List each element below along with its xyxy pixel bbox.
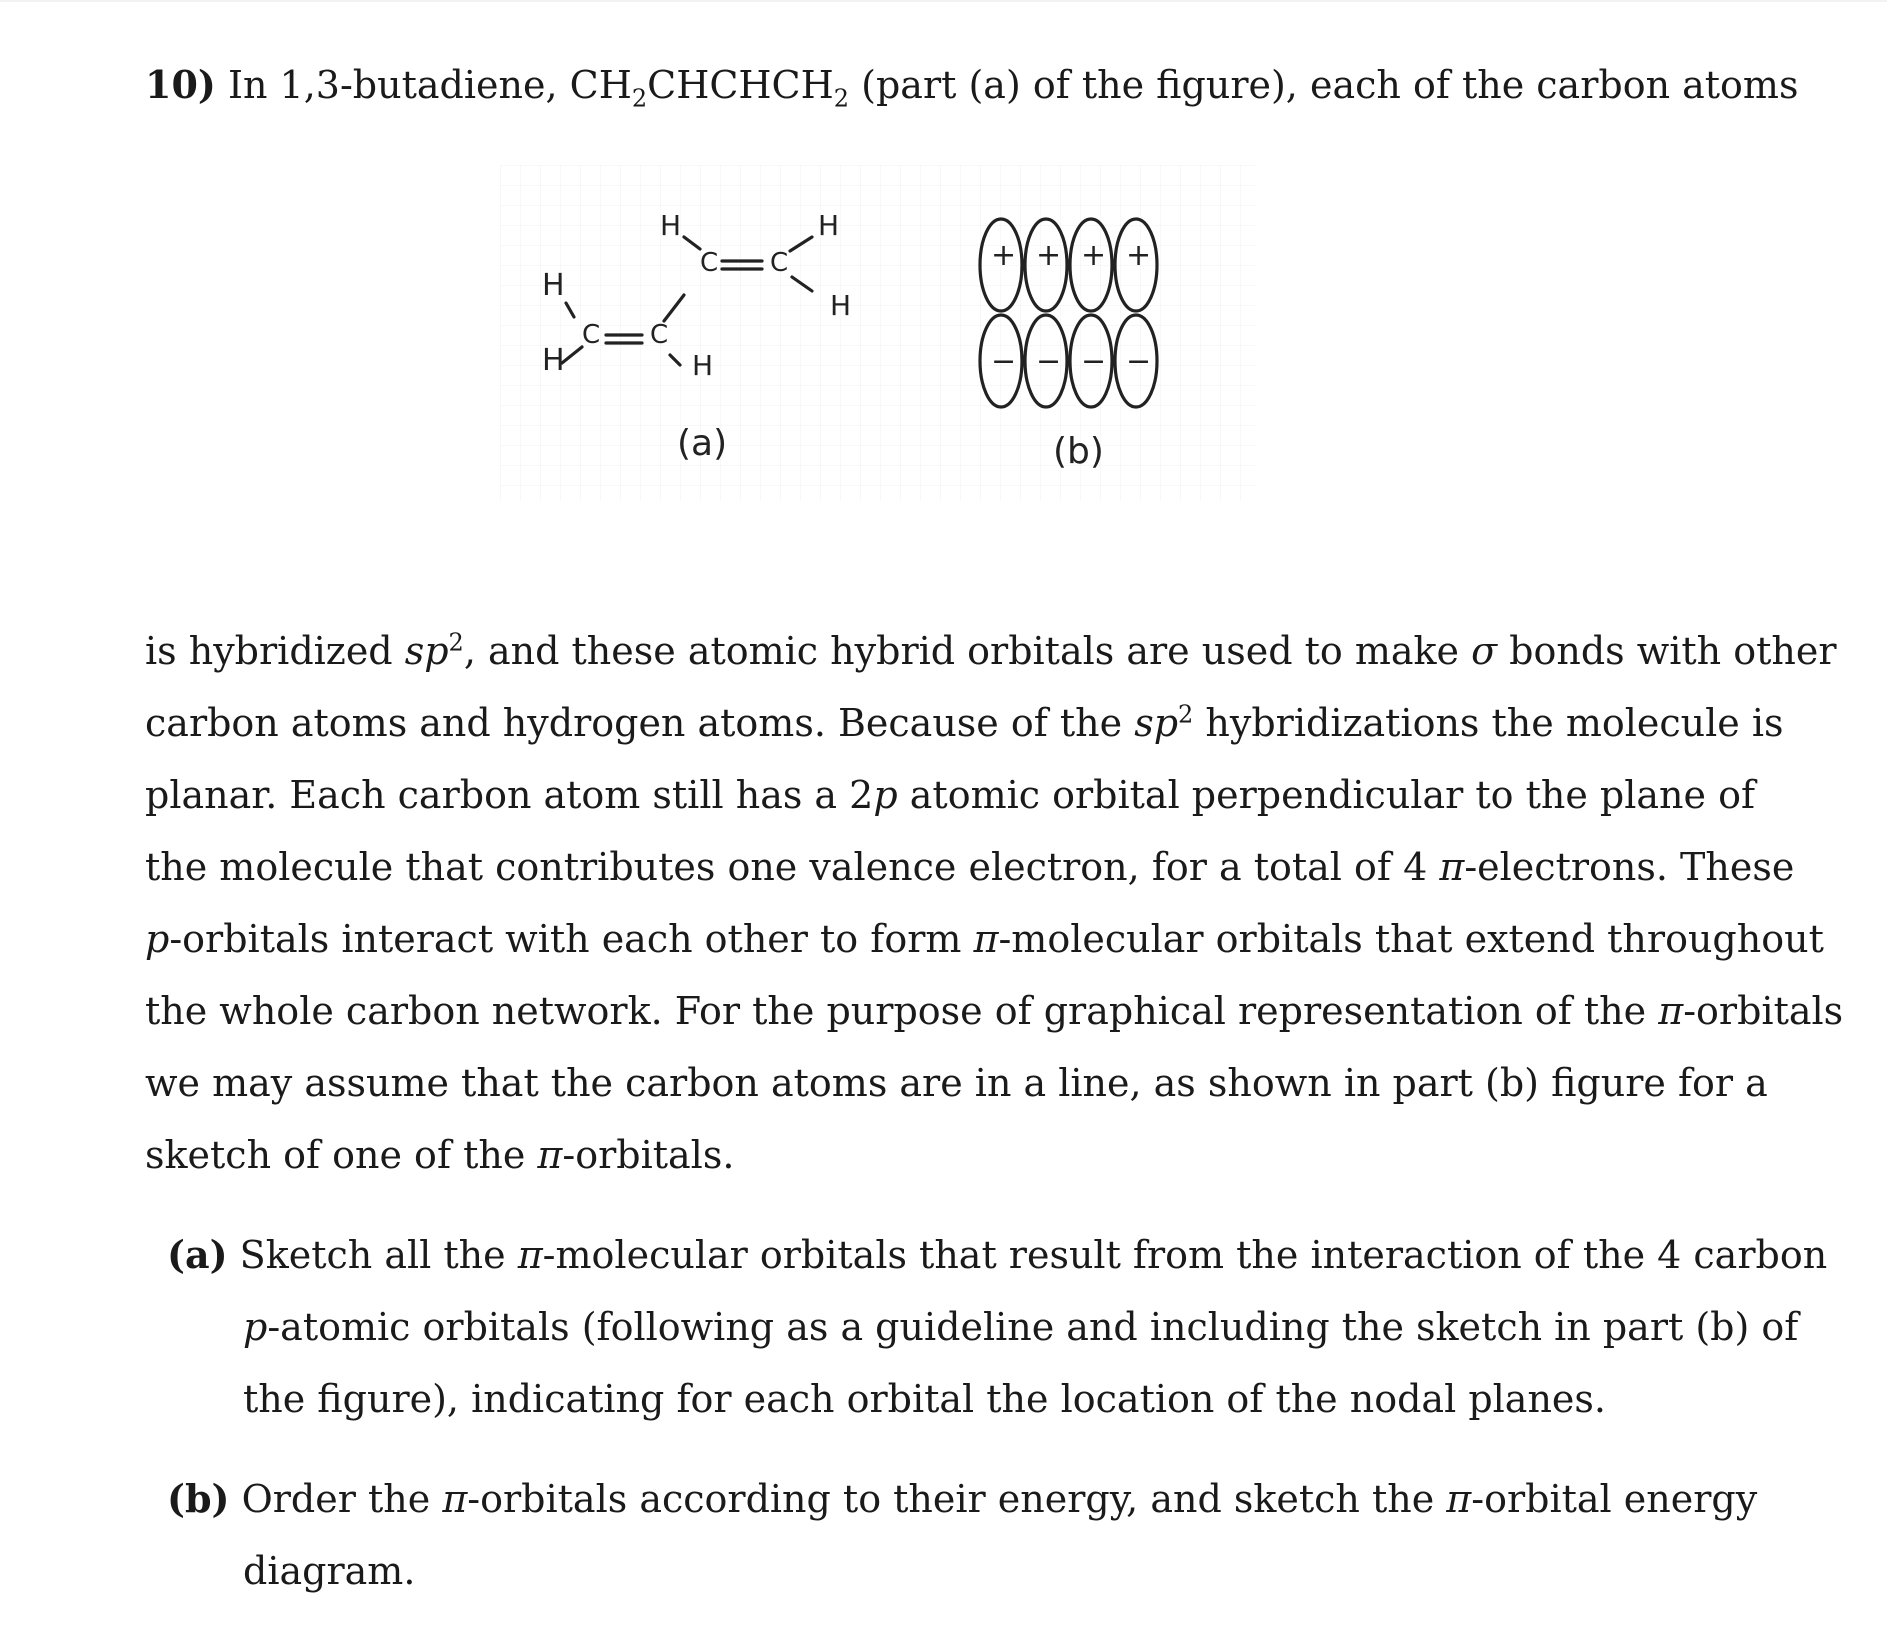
- atom-h-6: H: [830, 288, 852, 322]
- paragraph-line-3: planar. Each carbon atom still has a 2p atomic orbital perpendicular to the plane of: [145, 772, 1756, 817]
- atom-h-5: H: [818, 208, 840, 242]
- atom-c-4: C: [770, 247, 789, 278]
- part-a-line-2: p-atomic orbitals (following as a guideline and including the sketch in part (b) of: [243, 1304, 1799, 1349]
- atom-h-4: H: [692, 348, 714, 382]
- atom-h-1: H: [542, 267, 565, 303]
- figure-canvas: [500, 165, 1256, 501]
- atom-c-1: C: [582, 319, 601, 350]
- part-a-line-1: (a) Sketch all the π-molecular orbitals that result from the interaction of the 4 carbon: [167, 1231, 1828, 1277]
- sign-plus-3: +: [1081, 237, 1107, 273]
- sub-question-a: [145, 1219, 1828, 1435]
- part-a-label: (a): [167, 1231, 228, 1277]
- question-heading: [145, 62, 1799, 113]
- sign-plus-2: +: [1036, 237, 1062, 273]
- part-b-label: (b): [167, 1475, 230, 1521]
- figure-label-a: (a): [677, 422, 728, 464]
- paragraph-line-5: p-orbitals interact with each other to form π-molecular orbitals that extend throughout: [145, 916, 1824, 961]
- sign-minus-3: −: [1081, 343, 1107, 379]
- atom-h-2: H: [542, 342, 565, 378]
- atom-c-3: C: [700, 247, 719, 278]
- sign-plus-1: +: [991, 237, 1017, 273]
- atom-c-2: C: [650, 319, 669, 350]
- part-b-line-2: diagram.: [243, 1548, 416, 1593]
- paragraph-line-6: the whole carbon network. For the purpose of graphical representation of the π-orbitals: [145, 988, 1844, 1033]
- sub-question-b: [145, 1463, 1758, 1607]
- sub-questions: [145, 1219, 1828, 1607]
- sign-minus-1: −: [991, 343, 1017, 379]
- paragraph-line-8: sketch of one of the π-orbitals.: [145, 1132, 735, 1177]
- part-b-line-1: (b) Order the π-orbitals according to their energy, and sketch the π-orbital energy: [167, 1475, 1758, 1521]
- butadiene-figure: [500, 165, 1256, 501]
- sign-minus-2: −: [1036, 343, 1062, 379]
- page-top-border: [0, 0, 1887, 2]
- problem-page: [145, 62, 1844, 1607]
- part-a-line-3: the figure), indicating for each orbital the location of the nodal planes.: [243, 1376, 1606, 1421]
- atom-h-3: H: [660, 208, 682, 242]
- paragraph-line-4: the molecule that contributes one valence electron, for a total of 4 π-electrons. These: [145, 844, 1795, 889]
- figure-label-b: (b): [1053, 430, 1104, 472]
- paragraph-line-1: is hybridized $sp^2$, and these atomic hybrid orbitals are used to make σ bonds with other: [145, 627, 1837, 673]
- paragraph-line-2: carbon atoms and hydrogen atoms. Because of the $sp^2$ hybridizations the molecule is: [145, 699, 1784, 745]
- question-number: 10): [145, 62, 216, 107]
- paragraph-line-7: we may assume that the carbon atoms are in a line, as shown in part (b) figure for a: [145, 1060, 1768, 1105]
- graph-paper-grid: [500, 165, 1256, 501]
- question-intro: In 1,3-butadiene, $CH_2CHCHCH_2$ (part (a) of the figure), each of the carbon atoms: [227, 63, 1799, 113]
- sign-minus-4: −: [1126, 343, 1152, 379]
- sign-plus-4: +: [1126, 237, 1152, 273]
- explanation-paragraph: [145, 615, 1844, 1191]
